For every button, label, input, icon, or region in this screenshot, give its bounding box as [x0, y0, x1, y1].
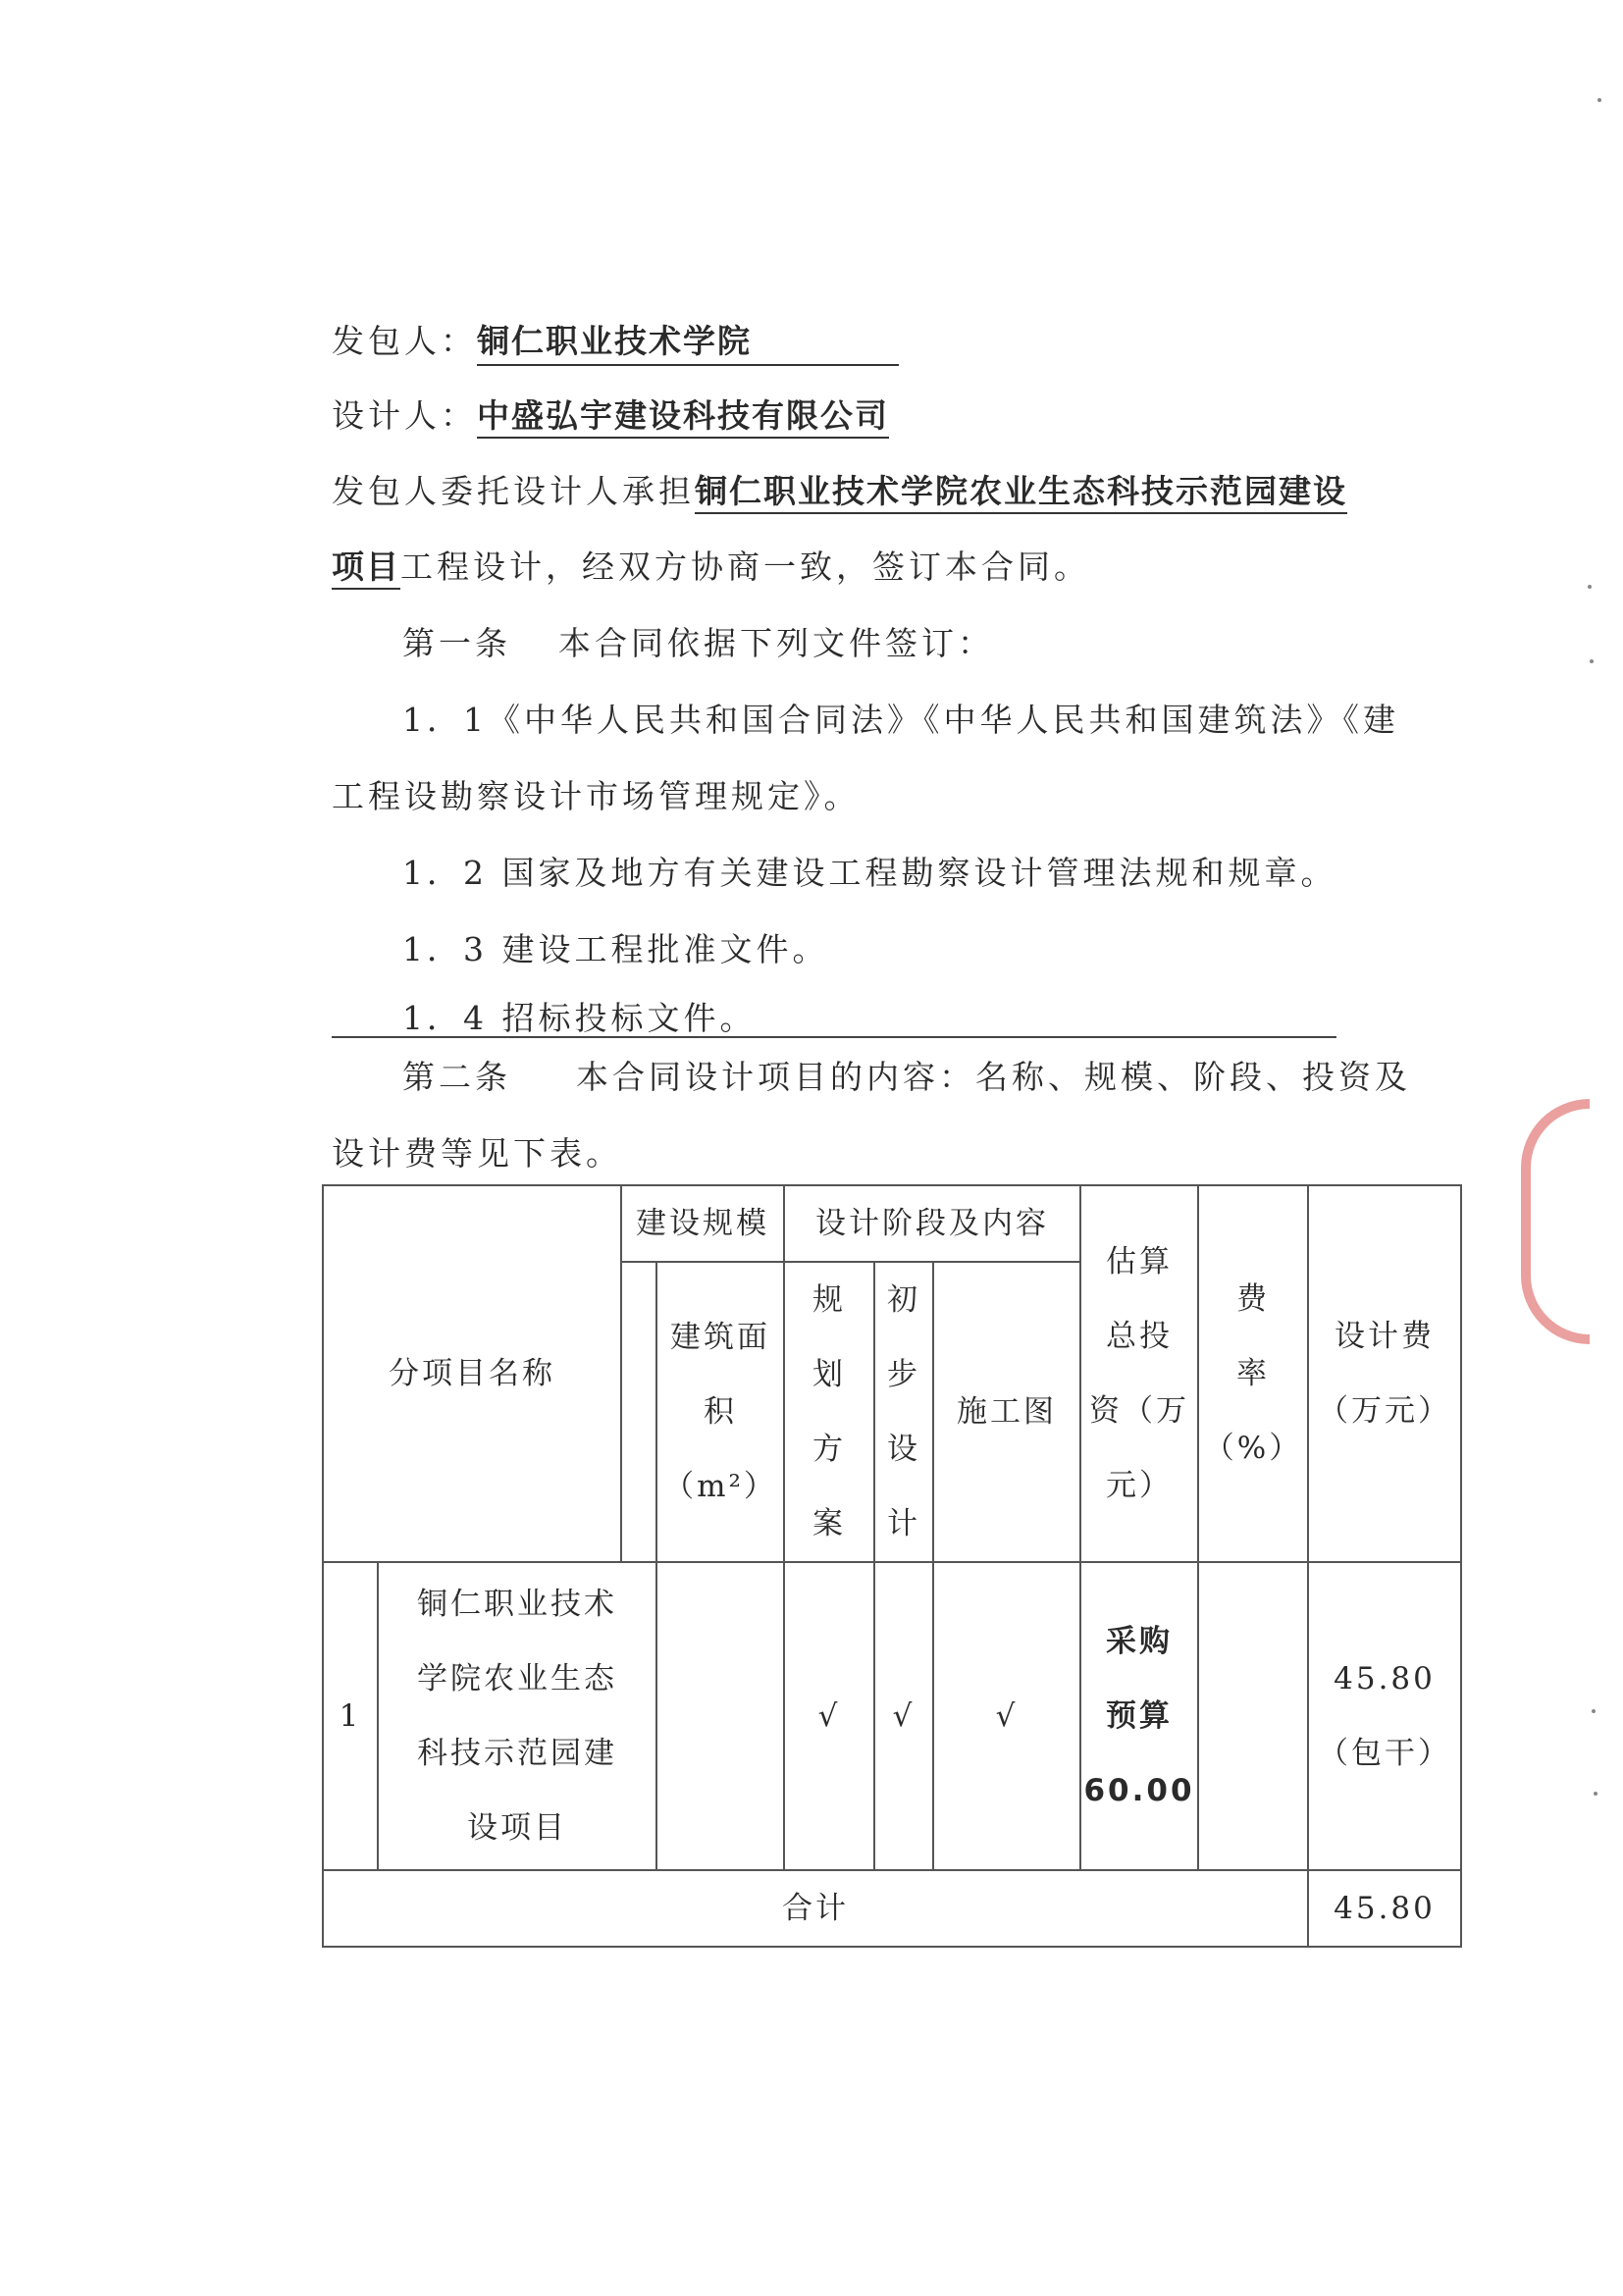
total-row	[323, 1870, 1461, 1947]
section-divider	[332, 1036, 1336, 1038]
entrust-suffix: 工程设计，经双方协商一致，签订本合同。	[400, 548, 1090, 586]
project-name-part1: 铜仁职业技术学院农业生态科技示范园建设	[695, 472, 1347, 514]
article2-heading	[402, 1052, 1411, 1098]
scan-speck	[1597, 98, 1601, 102]
article1-item4: 1．4 招标投标文件。	[402, 999, 757, 1037]
row-area	[656, 1562, 784, 1870]
designer-label: 设计人：	[332, 396, 477, 435]
header-plan: 规 划 方 案	[784, 1262, 874, 1562]
article1-item1-line1: 1．1《中华人民共和国合同法》《中华人民共和国建筑法》《建	[402, 701, 1399, 739]
header-area: 建筑面 积（m²）	[656, 1262, 784, 1562]
scan-speck	[1594, 1792, 1597, 1796]
entrust-line-2	[332, 542, 1090, 588]
header-rate: 费 率 （%）	[1198, 1185, 1308, 1562]
row-fee: 45.80 （包干）	[1308, 1562, 1461, 1870]
article1-item3: 1．3 建设工程批准文件。	[402, 930, 829, 968]
project-name-part2: 项目	[332, 548, 400, 590]
designer-line	[332, 391, 889, 437]
article2-title: 第二条	[402, 1058, 511, 1096]
entrust-prefix: 发包人委托设计人承担	[332, 472, 695, 510]
red-seal-fragment	[1521, 1099, 1590, 1344]
total-value: 45.80	[1308, 1870, 1461, 1947]
article1-title: 第一条	[402, 624, 511, 662]
row-plan-check: √	[784, 1562, 874, 1870]
header-construction: 施工图	[933, 1262, 1080, 1562]
scan-speck	[1592, 1709, 1596, 1713]
article1-heading	[402, 618, 994, 664]
design-item-table	[322, 1184, 1462, 1948]
header-scale: 建设规模	[621, 1185, 784, 1262]
table-row	[323, 1562, 1461, 1870]
header-fee: 设计费 （万元）	[1308, 1185, 1461, 1562]
article1-item1-line2: 工程设勘察设计市场管理规定》。	[332, 777, 861, 815]
total-label: 合计	[323, 1870, 1308, 1947]
header-stage: 设计阶段及内容	[784, 1185, 1080, 1262]
header-scale-blank	[621, 1262, 656, 1562]
article1-item2: 1．2 国家及地方有关建设工程勘察设计管理法规和规章。	[402, 854, 1337, 892]
row-name: 铜仁职业技术 学院农业生态 科技示范园建 设项目	[378, 1562, 656, 1870]
header-item-name: 分项目名称	[323, 1185, 621, 1562]
designer-value: 中盛弘宇建设科技有限公司	[477, 396, 889, 439]
row-rate	[1198, 1562, 1308, 1870]
entrust-line	[332, 466, 1347, 512]
article1-text: 本合同依据下列文件签订：	[558, 624, 994, 662]
scan-speck	[1590, 659, 1594, 663]
row-investment: 采购 预算 60.00	[1080, 1562, 1198, 1870]
employer-label: 发包人：	[332, 322, 477, 360]
article2-text-line1: 本合同设计项目的内容：名称、规模、阶段、投资及	[576, 1058, 1411, 1096]
row-index: 1	[323, 1562, 378, 1870]
article2-text-line2: 设计费等见下表。	[332, 1134, 622, 1173]
scan-speck	[1588, 585, 1592, 589]
row-construction-check: √	[933, 1562, 1080, 1870]
employer-value: 铜仁职业技术学院	[477, 316, 899, 366]
row-prelim-check: √	[874, 1562, 933, 1870]
header-investment: 估算 总投 资（万 元）	[1080, 1185, 1198, 1562]
employer-line	[332, 316, 899, 366]
header-prelim: 初 步 设 计	[874, 1262, 933, 1562]
